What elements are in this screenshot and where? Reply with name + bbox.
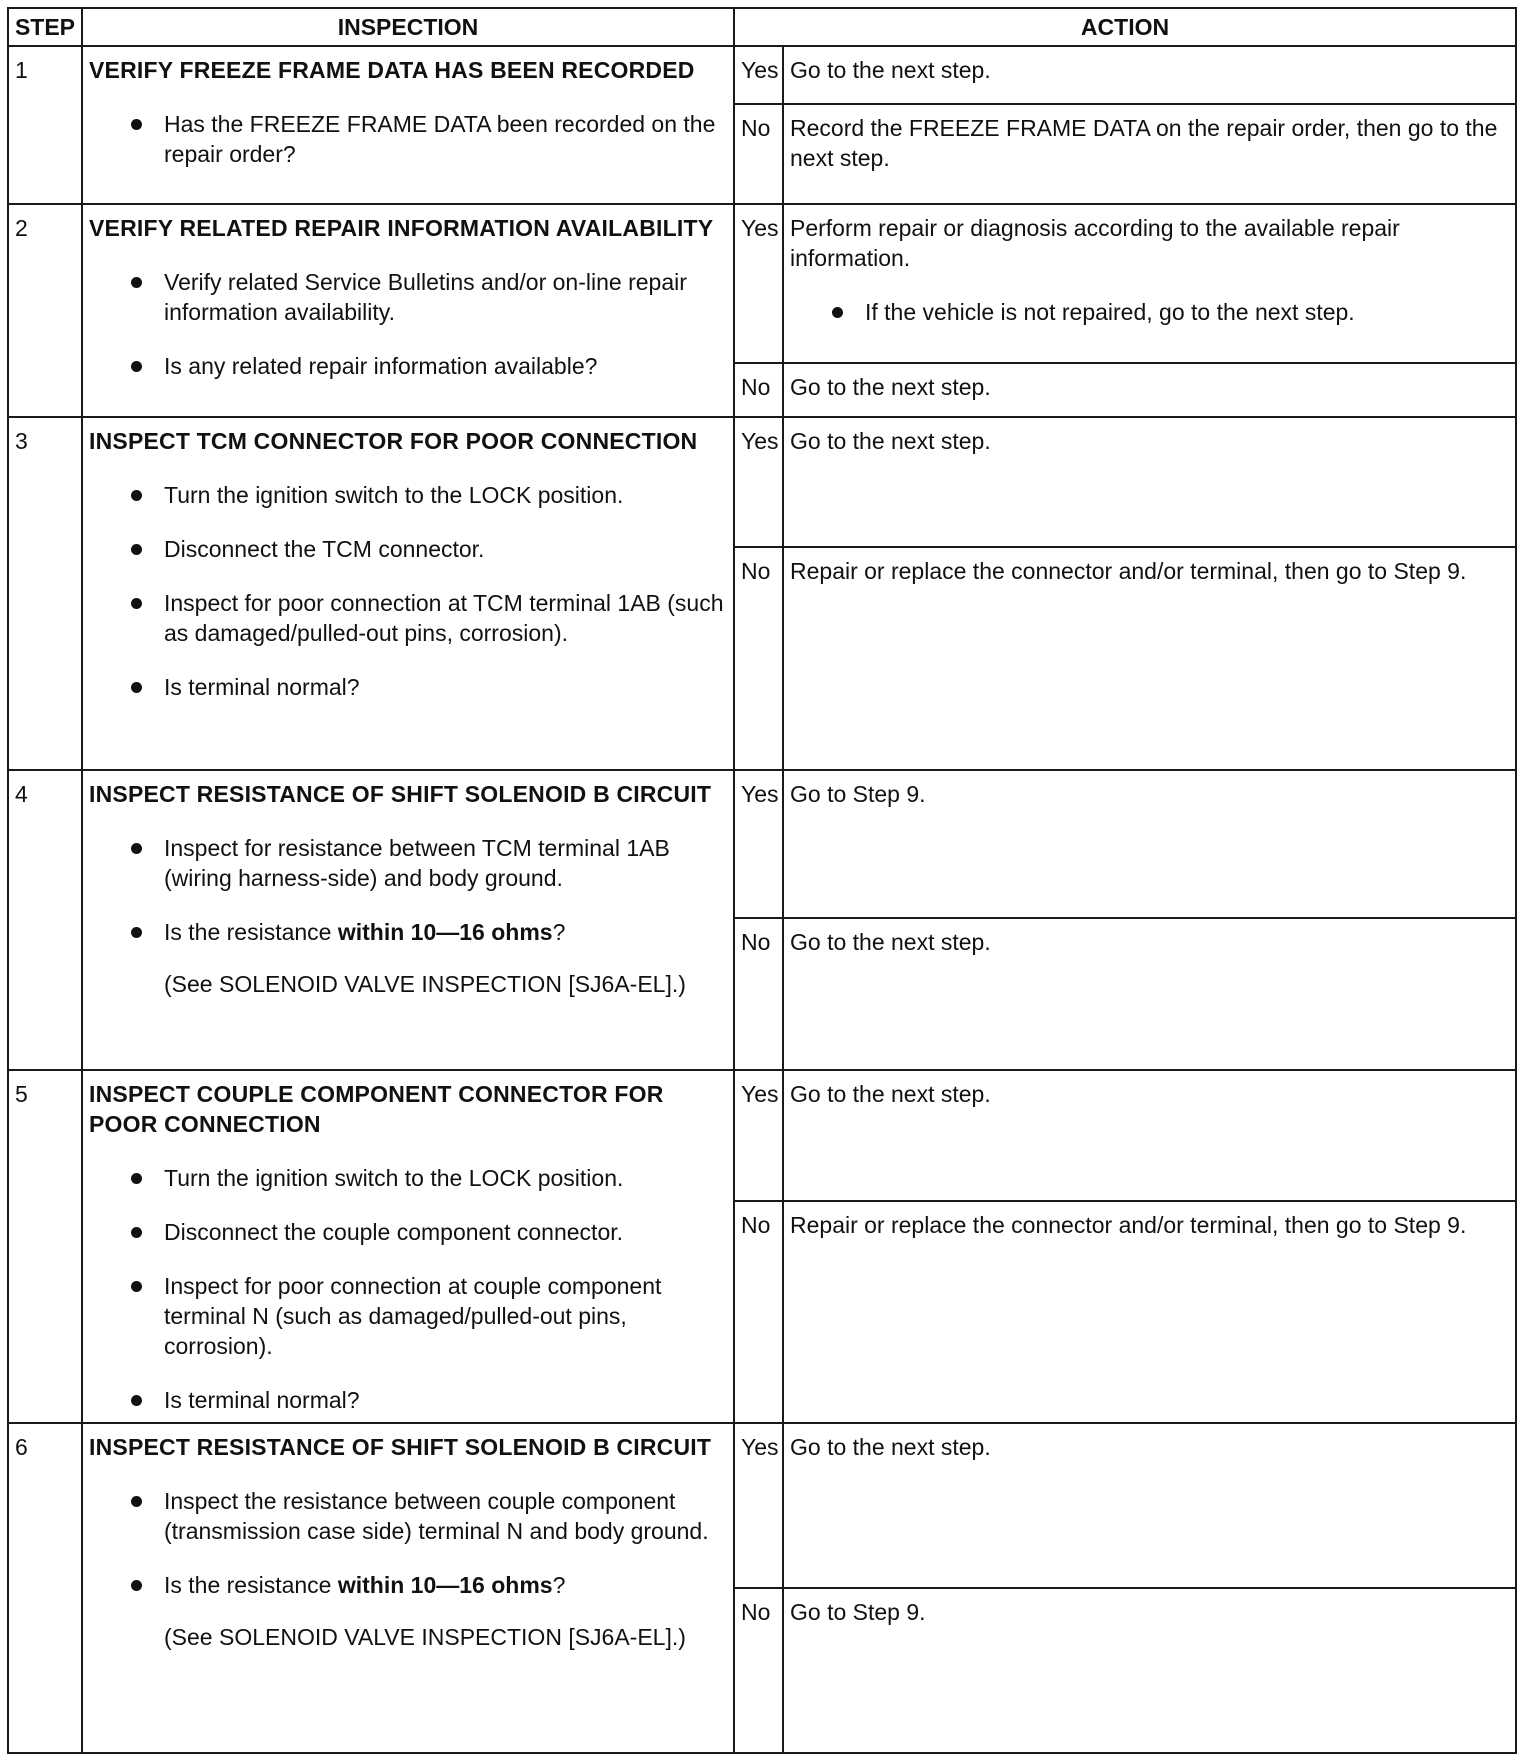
- step-title: VERIFY FREEZE FRAME DATA HAS BEEN RECORDED: [89, 57, 695, 83]
- list-item: [89, 534, 727, 564]
- yes-label: Yes: [734, 1423, 783, 1588]
- question-text: Is the resistance: [164, 919, 338, 945]
- list-item: [89, 1570, 727, 1600]
- no-label: No: [734, 1201, 783, 1423]
- diagnostic-table: [7, 7, 1517, 1754]
- inspection-text: Inspect for resistance between TCM terminal 1AB (wiring harness-side) and body ground.: [164, 835, 670, 891]
- inspection-text: Inspect for poor connection at TCM terminal 1AB (such as damaged/pulled-out pins, corrosion).: [164, 590, 724, 646]
- bullet-icon: [131, 361, 142, 372]
- list-item: [89, 672, 727, 702]
- step-number: 3: [8, 417, 82, 770]
- yes-action-cell: [783, 204, 1516, 363]
- resistance-question: [164, 1572, 565, 1598]
- bullet-icon: [131, 843, 142, 854]
- bullet-icon: [131, 1395, 142, 1406]
- step-number: 6: [8, 1423, 82, 1753]
- bullet-icon: [131, 598, 142, 609]
- step-6: [8, 1423, 1516, 1753]
- list-item: [790, 297, 1509, 327]
- step-title: INSPECT RESISTANCE OF SHIFT SOLENOID B CIRCUIT: [89, 781, 712, 807]
- step-title: INSPECT RESISTANCE OF SHIFT SOLENOID B CIRCUIT: [89, 1434, 712, 1460]
- step-title: INSPECT TCM CONNECTOR FOR POOR CONNECTION: [89, 428, 698, 454]
- yes-action: Go to the next step.: [783, 417, 1516, 547]
- bullet-icon: [131, 1496, 142, 1507]
- yes-action: Perform repair or diagnosis according to the available repair information.: [790, 215, 1400, 271]
- bullet-icon: [832, 307, 843, 318]
- step-number: 4: [8, 770, 82, 1070]
- bullet-icon: [131, 682, 142, 693]
- reference-note: (See SOLENOID VALVE INSPECTION [SJ6A-EL].): [164, 1624, 686, 1650]
- inspection-text: Is terminal normal?: [164, 674, 360, 700]
- no-label: No: [734, 1588, 783, 1753]
- no-action: Go to the next step.: [783, 918, 1516, 1070]
- no-label: No: [734, 547, 783, 770]
- step-title: VERIFY RELATED REPAIR INFORMATION AVAILABILITY: [89, 215, 714, 241]
- step-5: [8, 1070, 1516, 1423]
- bullet-icon: [131, 1580, 142, 1591]
- action-subitem: If the vehicle is not repaired, go to the next step.: [865, 299, 1355, 325]
- step-number: 5: [8, 1070, 82, 1423]
- bullet-icon: [131, 544, 142, 555]
- step-2: [8, 204, 1516, 417]
- header-step: STEP: [8, 8, 82, 46]
- question-end: ?: [552, 1572, 566, 1598]
- yes-label: Yes: [734, 1070, 783, 1201]
- list-item: [89, 109, 727, 169]
- no-label: No: [734, 363, 783, 417]
- bullet-icon: [131, 490, 142, 501]
- inspection-text: Verify related Service Bulletins and/or on-line repair information availability.: [164, 269, 687, 325]
- inspection-text: Is terminal normal?: [164, 1387, 360, 1413]
- inspection-cell: [82, 770, 734, 1070]
- resistance-question: [164, 919, 565, 945]
- list-item: [89, 351, 727, 381]
- yes-label: Yes: [734, 204, 783, 363]
- bullet-icon: [131, 927, 142, 938]
- inspection-cell: [82, 204, 734, 417]
- question-text: Is the resistance: [164, 1572, 338, 1598]
- yes-action: Go to the next step.: [783, 1070, 1516, 1201]
- list-item: [89, 1486, 727, 1546]
- inspection-cell: [82, 417, 734, 770]
- list-item: [89, 1217, 727, 1247]
- no-label: No: [734, 918, 783, 1070]
- inspection-text: Is any related repair information available?: [164, 353, 598, 379]
- yes-label: Yes: [734, 770, 783, 918]
- spec-value: within 10—16 ohms: [337, 919, 553, 945]
- list-item: [89, 917, 727, 947]
- spec-value: within 10—16 ohms: [337, 1572, 553, 1598]
- no-label: No: [734, 104, 783, 204]
- no-action: Record the FREEZE FRAME DATA on the repair order, then go to the next step.: [783, 104, 1516, 204]
- bullet-icon: [131, 1227, 142, 1238]
- yes-action: Go to the next step.: [783, 1423, 1516, 1588]
- yes-action: Go to Step 9.: [783, 770, 1516, 918]
- yes-label: Yes: [734, 46, 783, 104]
- step-title: INSPECT COUPLE COMPONENT CONNECTOR FOR POOR CONNECTION: [89, 1081, 664, 1137]
- inspection-text: Inspect the resistance between couple component (transmission case side) terminal N and body ground.: [164, 1488, 709, 1544]
- header-inspection: INSPECTION: [82, 8, 734, 46]
- yes-action: Go to the next step.: [783, 46, 1516, 104]
- no-action: Go to the next step.: [783, 363, 1516, 417]
- inspection-text: Turn the ignition switch to the LOCK position.: [164, 482, 624, 508]
- header-row: [8, 8, 1516, 46]
- list-item: [89, 267, 727, 327]
- list-item: [89, 588, 727, 648]
- step-1: [8, 46, 1516, 204]
- diagnostic-procedure: [7, 7, 1515, 1747]
- reference-note: (See SOLENOID VALVE INSPECTION [SJ6A-EL].): [164, 971, 686, 997]
- inspection-text: Inspect for poor connection at couple component terminal N (such as damaged/pulled-out pins, corrosion).: [164, 1273, 662, 1359]
- list-item: [89, 1163, 727, 1193]
- inspection-cell: [82, 46, 734, 204]
- inspection-text: Has the FREEZE FRAME DATA been recorded on the repair order?: [164, 111, 716, 167]
- step-3: [8, 417, 1516, 770]
- no-action: Repair or replace the connector and/or terminal, then go to Step 9.: [783, 547, 1516, 770]
- header-action: ACTION: [734, 8, 1516, 46]
- step-number: 2: [8, 204, 82, 417]
- inspection-cell: [82, 1423, 734, 1753]
- list-item: [89, 833, 727, 893]
- list-item: [89, 1385, 727, 1415]
- inspection-text: Turn the ignition switch to the LOCK position.: [164, 1165, 624, 1191]
- bullet-icon: [131, 1281, 142, 1292]
- no-action: Repair or replace the connector and/or terminal, then go to Step 9.: [783, 1201, 1516, 1423]
- step-number: 1: [8, 46, 82, 204]
- no-action: Go to Step 9.: [783, 1588, 1516, 1753]
- bullet-icon: [131, 1173, 142, 1184]
- step-4: [8, 770, 1516, 1070]
- list-item: [89, 480, 727, 510]
- list-item: [89, 1271, 727, 1361]
- bullet-icon: [131, 277, 142, 288]
- inspection-text: Disconnect the couple component connector.: [164, 1219, 624, 1245]
- bullet-icon: [131, 119, 142, 130]
- inspection-cell: [82, 1070, 734, 1423]
- inspection-text: Disconnect the TCM connector.: [164, 536, 485, 562]
- question-end: ?: [552, 919, 566, 945]
- yes-label: Yes: [734, 417, 783, 547]
